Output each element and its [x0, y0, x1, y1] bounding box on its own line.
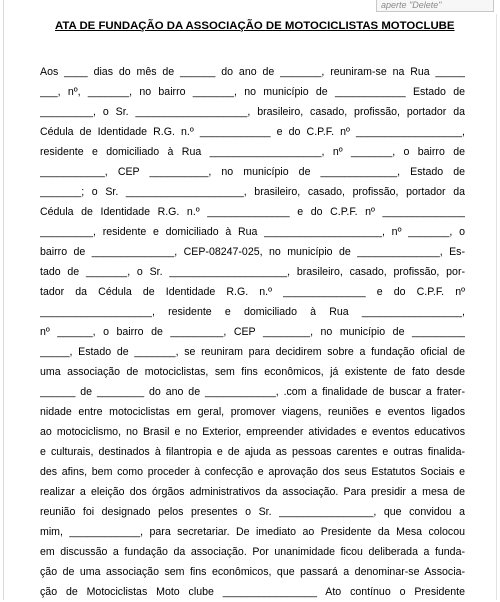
body-line: Aos ____ dias do mês de ______ do ano de _______, reuniram-se na Rua _____ [40, 66, 465, 78]
body-line: tador da Cédula de Identidade R.G. n.º ______________ e do C.P.F. nº [40, 286, 465, 298]
body-line: nidade entre motociclistas em geral, promover viagens, reuniões e eventos ligados [40, 406, 465, 418]
delete-hint-box: aperte "Delete" [376, 0, 494, 12]
body-line: ção de Motociclistas Moto clube ________________ Ato contínuo o Presidente [40, 586, 465, 598]
page-left-edge [3, 0, 4, 600]
body-line: ___________, CEP __________, no município de _____________, Estado de [40, 166, 465, 178]
body-line: realizar a eleição dos órgãos administrativos da associação. Para presidir a mesa de [40, 486, 465, 498]
body-line: tado de _______, o Sr. ____________________, brasileiro, casado, profissão, por- [40, 266, 465, 278]
body-line: em discussão a fundação da associação. Por unanimidade ficou deliberada a funda- [40, 546, 465, 558]
body-line: residente e domiciliado à Rua ___________________, nº _______, o bairro de [40, 146, 465, 158]
body-line: nº ______, o bairro de _________, CEP ________, no município de _________ [40, 326, 465, 338]
body-line: e culturais, destinados à filantropia e de ajuda as pessoas carentes e outras finalida- [40, 446, 465, 458]
document-title: ATA DE FUNDAÇÃO DA ASSOCIAÇÃO DE MOTOCICLISTAS MOTOCLUBE [55, 20, 455, 32]
body-line: _____, Estado de _______, se reuniram para decidirem sobre a fundação oficial de [40, 346, 465, 358]
body-line: ___________________, residente e domiciliado à Rua _________________, [40, 306, 465, 318]
page-right-edge [496, 14, 497, 600]
body-line: Cédula de Identidade R.G. n.º ______________ e do C.P.F. nº ______________ [40, 206, 465, 218]
body-line: ao motociclismo, no Brasil e no Exterior, empreender atividades e eventos educativos [40, 426, 465, 438]
body-line: ______ de ________ do ano de ____________, .com a finalidade de buscar a frater- [40, 386, 465, 398]
body-line: mim, ____________, para secretariar. De imediato ao Presidente da Mesa colocou [40, 526, 465, 538]
body-line: ção de uma associação sem fins econômicos, que passará a denominar-se Associa- [40, 566, 465, 578]
body-line: _________, residente e domiciliado à Rua ____________________, nº _______, o [40, 226, 465, 238]
body-line: Cédula de Identidade R.G. n.º ____________ e do C.P.F. nº __________________, [40, 126, 465, 138]
body-line: uma associação de motociclistas, sem fins econômicos, já existente de fato desde [40, 366, 465, 378]
document-body [40, 62, 465, 602]
body-line: bairro de ______________, CEP-08247-025, no município de ______________, Es- [40, 246, 465, 258]
body-line: des afins, bem como proceder à confecção e aprovação dos seus Estatutos Sociais e [40, 466, 465, 478]
body-line: reunião foi designado pelos presentes o Sr. ________________, que convidou a [40, 506, 465, 518]
body-line: ___, nº, _______, no bairro _______, no município de ____________ Estado de [40, 86, 465, 98]
body-line: _________, o Sr. ___________________, brasileiro, casado, profissão, portador da [40, 106, 465, 118]
body-line: _______; o Sr. ____________________, brasileiro, casado, profissão, portador da [40, 186, 465, 198]
